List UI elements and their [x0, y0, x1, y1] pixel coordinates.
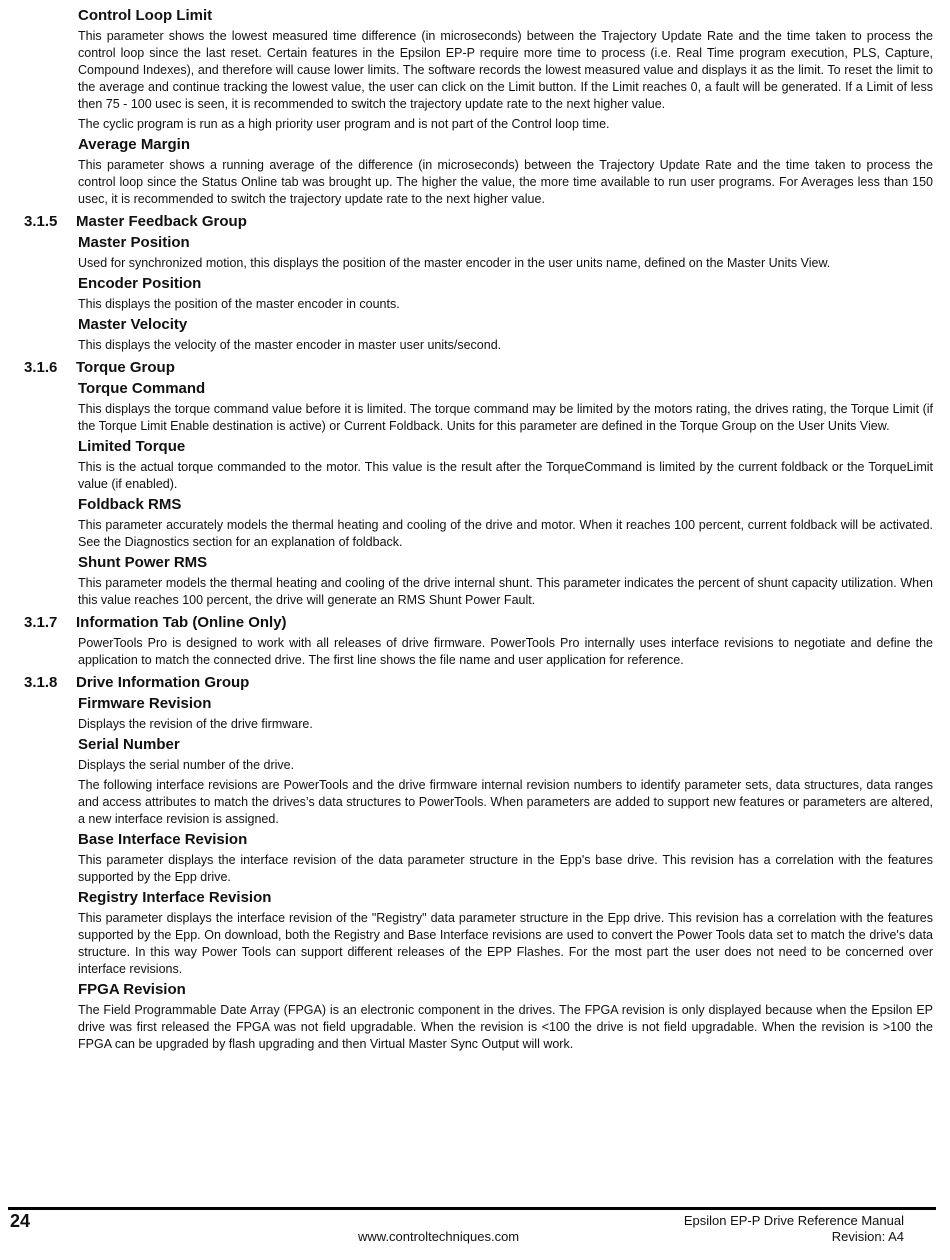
heading-shunt-power-rms: Shunt Power RMS	[78, 554, 208, 571]
footer-rule	[8, 1207, 936, 1210]
heading-foldback-rms: Foldback RMS	[78, 496, 182, 513]
section-title: Master Feedback Group	[76, 213, 247, 230]
section-number: 3.1.5	[24, 213, 58, 230]
heading-master-position: Master Position	[78, 234, 190, 251]
heading-limited-torque: Limited Torque	[78, 438, 186, 455]
paragraph-average-margin: This parameter shows a running average of the difference (in microseconds) between the Trajectory Update Rate and the time taken to process the control loop since the Status Online tab was brought up. The higher the value, the more time available to run user programs. For Averages less than 150 usec, it is recommended to switch the trajectory update rate to the next higher value.	[78, 158, 933, 206]
paragraph-interface-revisions: The following interface revisions are PowerTools and the drive firmware internal revision numbers to identify parameter sets, data structures, data ranges and access attributes to match the drives’s data structures to PowerTools. When parameters are added to support new features or parameters are altered, a new interface revision is assigned.	[78, 778, 933, 826]
section-number: 3.1.7	[24, 614, 58, 631]
paragraph-encoder-position: This displays the position of the master encoder in counts.	[78, 297, 400, 311]
heading-serial-number: Serial Number	[78, 736, 180, 753]
heading-encoder-position: Encoder Position	[78, 275, 202, 292]
section-title: Drive Information Group	[76, 674, 250, 691]
paragraph-foldback-rms: This parameter accurately models the thermal heating and cooling of the drive and motor. When it reaches 100 percent, current foldback will be activated. See the Diagnostics section for an explanation of foldback.	[78, 518, 933, 549]
manual-title: Epsilon EP-P Drive Reference Manual	[683, 1213, 904, 1228]
heading-registry-interface-revision: Registry Interface Revision	[78, 889, 272, 906]
heading-base-interface-revision: Base Interface Revision	[78, 831, 248, 848]
section-title: Torque Group	[76, 359, 175, 376]
paragraph-master-position: Used for synchronized motion, this displays the position of the master encoder in the user units name, defined on the Master Units View.	[78, 256, 831, 270]
section-3-1-8	[24, 674, 950, 692]
heading-average-margin: Average Margin	[78, 136, 190, 153]
section-number: 3.1.8	[24, 674, 58, 691]
section-title: Information Tab (Online Only)	[76, 614, 287, 631]
section-3-1-7	[24, 614, 950, 632]
paragraph-limited-torque: This is the actual torque commanded to the motor. This value is the result after the TorqueCommand is limited by the current foldback or the TorqueLimit value (if enabled).	[78, 460, 933, 491]
page-footer	[0, 1205, 950, 1255]
heading-fpga-revision: FPGA Revision	[78, 981, 186, 998]
paragraph-master-velocity: This displays the velocity of the master encoder in master user units/second.	[78, 338, 502, 352]
paragraph-serial-number: Displays the serial number of the drive.	[78, 758, 295, 772]
paragraph-fpga-revision: The Field Programmable Date Array (FPGA) is an electronic component in the drives. The FPGA revision is only displayed because when the Epsilon EP drive was first released the FPGA was not field upgradable. When the revision is <100 the drive is not field upgradable. When the revision is >100 the FPGA can be upgraded by flash upgrading and then Virtual Master Sync Output will work.	[78, 1003, 933, 1051]
paragraph-registry-interface-revision: This parameter displays the interface revision of the "Registry" data parameter structure in the Epp drive. This revision has a correlation with the features supported by the Epp. On download, both the Registry and Base Interface revisions are used to convert the Power Tools data set to match the drive's data structure. In this way Power Tools can support different releases of the EPP Flashes. For the most part the user does not need to be concerned over interface revisions.	[78, 911, 933, 976]
paragraph-information-tab: PowerTools Pro is designed to work with all releases of drive firmware. PowerTools Pro internally uses interface revisions to negotiate and define the application to match the connected drive. The first line shows the file name and user application for reference.	[78, 636, 933, 667]
paragraph-base-interface-revision: This parameter displays the interface revision of the data parameter structure in the Epp's base drive. This revision has a correlation with the features supported by the Epp drive.	[78, 853, 933, 884]
page-number: 24	[10, 1211, 31, 1231]
footer-url[interactable]: www.controltechniques.com	[358, 1229, 520, 1244]
paragraph-torque-command: This displays the torque command value before it is limited. The torque command may be limited by the motors rating, the drives rating, the Torque Limit (if the Torque Limit Enable destination is active) or Current Foldback. Units for this parameter are defined in the Torque Group on the User Units View.	[78, 402, 933, 433]
section-number: 3.1.6	[24, 359, 58, 376]
paragraph-firmware-revision: Displays the revision of the drive firmware.	[78, 717, 313, 731]
heading-control-loop-limit: Control Loop Limit	[78, 7, 213, 24]
paragraph-control-loop-limit: This parameter shows the lowest measured time difference (in microseconds) between the Trajectory Update Rate and the time taken to process the control loop since the last reset. Certain features in the Epsilon EP-P require more time to process (i.e. Real Time program execution, PLS, Capture, Compound Indexes), and therefore will cause lower limits. The software records the lowest measured value and displays it as the limit. To reset the limit to the average and continue tracking the lowest value, the user can click on the Limit button. If the Limit reaches 0, a fault will be generated. If a Limit of less then 75 - 100 usec is seen, it is recommended to switch the trajectory update rate to the next higher value.	[78, 29, 933, 111]
heading-torque-command: Torque Command	[78, 380, 206, 397]
paragraph-shunt-power-rms: This parameter models the thermal heating and cooling of the drive internal shunt. This parameter indicates the percent of shunt capacity utilization. When this value reaches 100 percent, the drive will generate an RMS Shunt Power Fault.	[78, 576, 933, 607]
heading-master-velocity: Master Velocity	[78, 316, 188, 333]
heading-firmware-revision: Firmware Revision	[78, 695, 212, 712]
revision-label: Revision: A4	[831, 1229, 904, 1244]
page-content	[0, 4, 950, 1056]
section-3-1-5	[24, 213, 950, 231]
section-3-1-6	[24, 359, 950, 377]
paragraph-cyclic-program: The cyclic program is run as a high priority user program and is not part of the Control loop time.	[78, 117, 610, 131]
